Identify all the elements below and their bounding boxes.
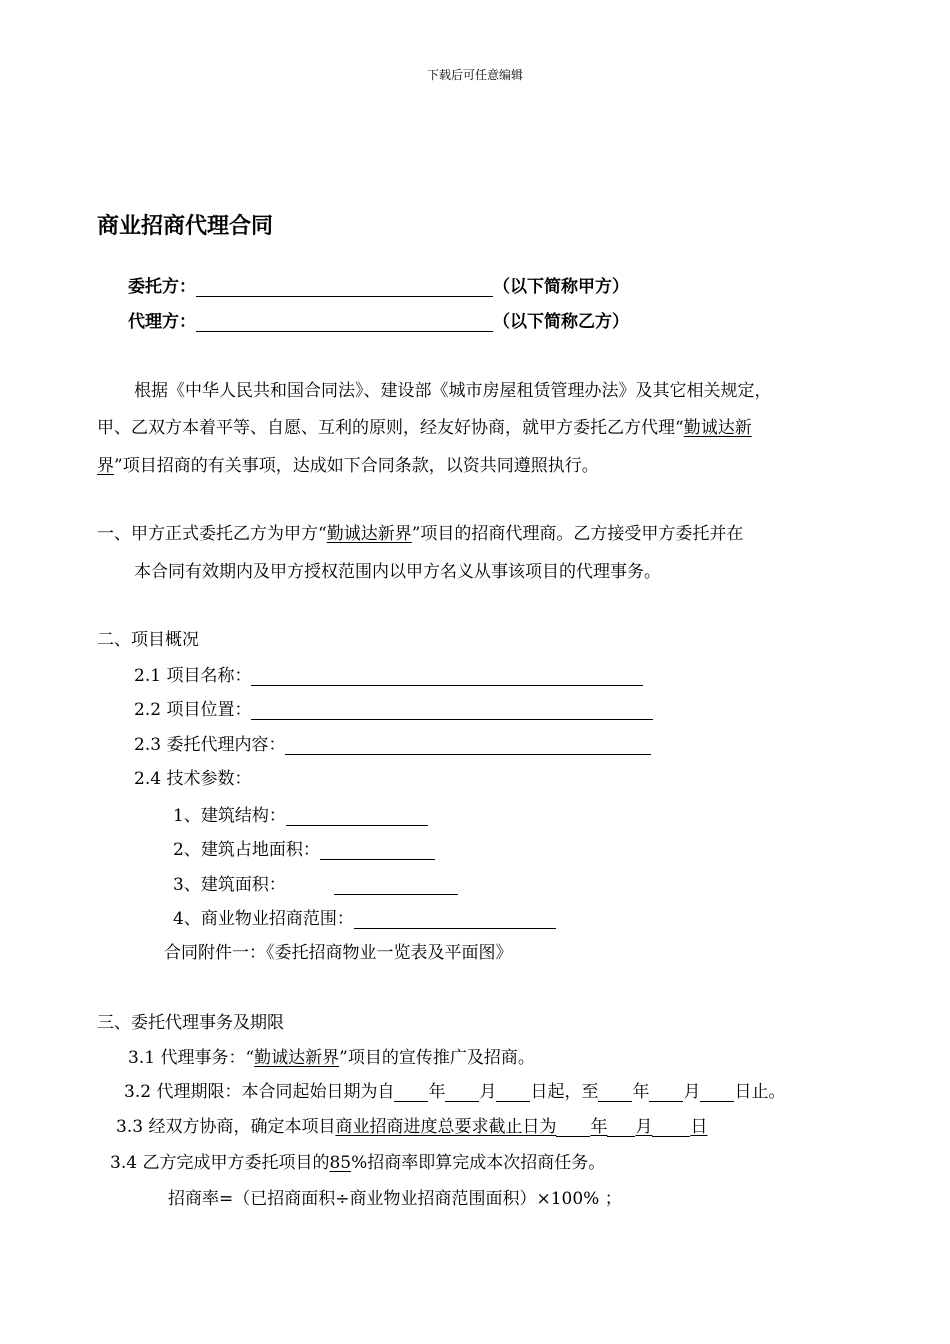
item-label: 2.1 项目名称： — [134, 666, 252, 686]
param-structure — [173, 801, 428, 826]
date-unit: 日止。 — [734, 1082, 786, 1102]
date-blank — [445, 1083, 479, 1102]
party-entrusting — [128, 272, 629, 297]
section2-heading: 二、项目概况 — [97, 630, 199, 650]
party-suffix: （以下简称甲方） — [493, 277, 629, 297]
item-label: 2.2 项目位置： — [134, 700, 252, 720]
date-blank — [652, 1118, 690, 1137]
attachment-note: 合同附件一：《委托招商物业一览表及平面图》 — [164, 943, 513, 963]
party-blank — [196, 313, 493, 332]
param-label: 4、商业物业招商范围： — [173, 909, 354, 929]
param-label: 1、建筑结构： — [173, 806, 286, 826]
param-area — [173, 870, 458, 895]
preamble-text: ”项目招商的有关事项，达成如下合同条款，以资共同遵照执行。 — [114, 456, 599, 476]
preamble-line3 — [97, 451, 599, 476]
section1-text: 一、甲方正式委托乙方为甲方“ — [97, 524, 327, 544]
param-blank — [286, 807, 428, 826]
date-blank — [556, 1118, 590, 1137]
item-entrusted-content — [134, 730, 651, 755]
item-text: 3.2 代理期限：本合同起始日期为自 — [124, 1082, 395, 1102]
party-agent — [128, 307, 629, 332]
section1-line2: 本合同有效期内及甲方授权范围内以甲方名义从事该项目的代理事务。 — [134, 562, 661, 582]
date-blank — [649, 1083, 683, 1102]
party-blank — [196, 278, 493, 297]
project-name-link: 界 — [97, 456, 114, 476]
item-agency-period — [124, 1077, 785, 1102]
item-deadline — [116, 1112, 707, 1137]
item-blank — [251, 701, 653, 720]
item-agency-affairs — [128, 1043, 535, 1068]
rate-value: 85 — [329, 1153, 352, 1173]
item-label: 2.3 委托代理内容： — [134, 735, 286, 755]
param-blank — [354, 910, 556, 929]
preamble-line2 — [97, 413, 752, 438]
date-unit: 月 — [635, 1117, 653, 1137]
party-suffix: （以下简称乙方） — [493, 312, 629, 332]
deadline-text: 商业招商进度总要求截止日为 — [335, 1117, 557, 1137]
item-text: 3.4 乙方完成甲方委托项目的 — [110, 1153, 330, 1173]
header-note: 下载后可任意编辑 — [426, 68, 523, 82]
param-scope — [173, 904, 556, 929]
party-label: 代理方： — [128, 312, 196, 332]
date-unit: 月 — [479, 1082, 497, 1102]
date-unit: 年 — [428, 1082, 446, 1102]
param-label: 3、建筑面积： — [173, 875, 286, 895]
document-title: 商业招商代理合同 — [97, 214, 274, 239]
param-footprint — [173, 835, 435, 860]
date-blank — [607, 1118, 635, 1137]
item-text: %招商率即算完成本次招商任务。 — [351, 1153, 606, 1173]
party-label: 委托方： — [128, 277, 196, 297]
param-blank — [334, 876, 458, 895]
item-text: ”项目的宣传推广及招商。 — [339, 1048, 535, 1068]
preamble-text: 甲、乙双方本着平等、自愿、互利的原则，经友好协商，就甲方委托乙方代理“ — [97, 418, 684, 438]
date-blank — [394, 1083, 428, 1102]
project-name: 勤诚达新界 — [254, 1048, 340, 1068]
param-blank — [320, 841, 435, 860]
item-completion-rate — [110, 1148, 605, 1173]
item-tech-params: 2.4 技术参数： — [134, 769, 252, 789]
date-unit: 日 — [690, 1117, 708, 1137]
project-name: 勤诚达新界 — [326, 524, 412, 544]
item-project-location — [134, 695, 653, 720]
date-unit: 年 — [632, 1082, 650, 1102]
item-project-name — [134, 661, 643, 686]
item-blank — [285, 736, 651, 755]
section3-heading: 三、委托代理事务及期限 — [97, 1013, 284, 1033]
param-label: 2、建筑占地面积： — [173, 840, 320, 860]
preamble-line1: 根据《中华人民共和国合同法》、建设部《城市房屋租赁管理办法》及其它相关规定， — [134, 381, 772, 401]
date-blank — [496, 1083, 530, 1102]
date-blank — [598, 1083, 632, 1102]
date-unit: 月 — [683, 1082, 701, 1102]
date-unit: 年 — [590, 1117, 608, 1137]
item-blank — [251, 667, 643, 686]
section1-line1 — [97, 519, 743, 544]
date-unit: 日起，至 — [530, 1082, 599, 1102]
rate-formula: 招商率=（已招商面积÷商业物业招商范围面积）×100% ； — [168, 1189, 622, 1209]
item-text: 3.3 经双方协商，确定本项目 — [116, 1117, 336, 1137]
section1-text: ”项目的招商代理商。乙方接受甲方委托并在 — [411, 524, 744, 544]
date-blank — [700, 1083, 734, 1102]
item-text: 3.1 代理事务：“ — [128, 1048, 255, 1068]
project-name-link: 勤诚达新 — [683, 418, 752, 438]
